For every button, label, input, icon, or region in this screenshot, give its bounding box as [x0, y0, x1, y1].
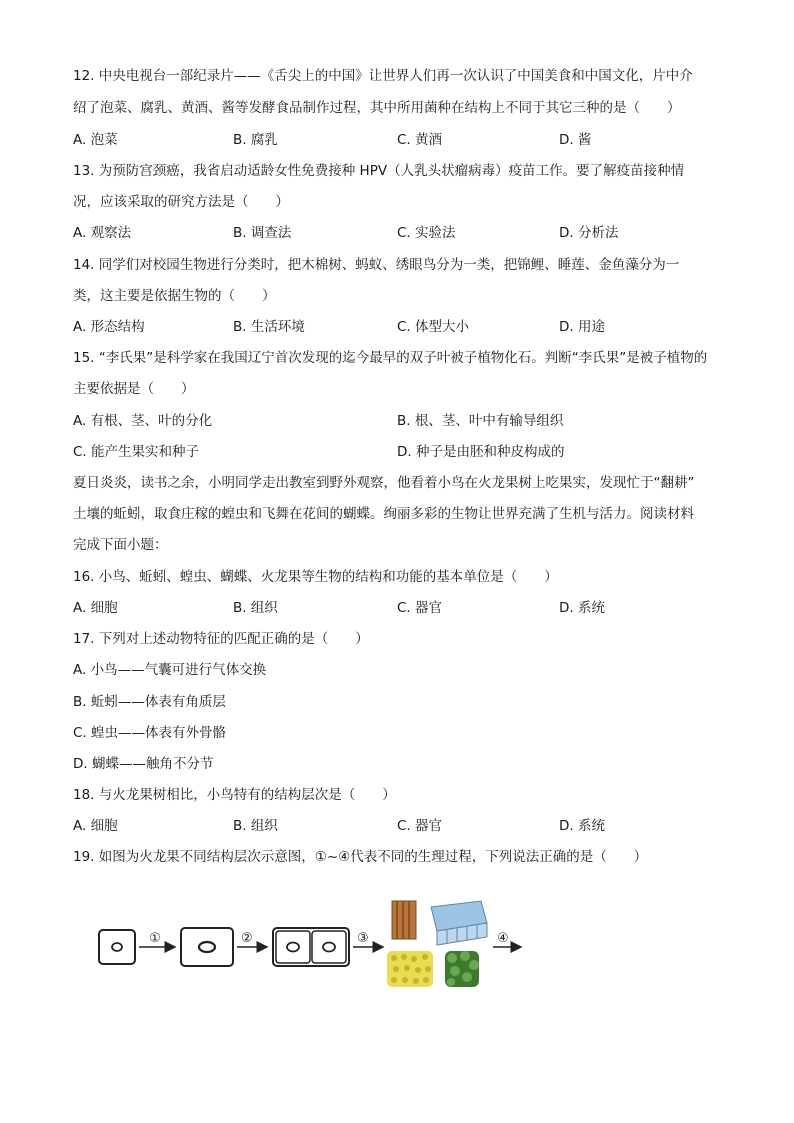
tissue-nutrient	[387, 951, 433, 987]
q16-option-d[interactable]: D. 系统	[559, 600, 605, 616]
q13-option-c[interactable]: C. 实验法	[397, 225, 456, 241]
q14-option-d[interactable]: D. 用途	[559, 319, 605, 335]
step4-label: ④	[497, 931, 509, 946]
q12-option-c[interactable]: C. 黄酒	[397, 132, 443, 148]
q12-option-b[interactable]: B. 腐乳	[233, 132, 278, 148]
q16-option-c[interactable]: C. 器官	[397, 600, 443, 616]
q14-line2: 类，这主要是依据生物的（ ）	[73, 288, 276, 304]
q15-line1: 15. “李氏果”是科学家在我国辽宁首次发现的迄今最早的双子叶被子植物化石。判断“李氏果”是被子植物的	[73, 350, 708, 366]
tissue-protective	[431, 901, 487, 945]
q15-option-d[interactable]: D. 种子是由胚和种皮构成的	[397, 444, 565, 460]
q17-line1: 17. 下列对上述动物特征的匹配正确的是（ ）	[73, 631, 369, 647]
q15-option-b[interactable]: B. 根、茎、叶中有输导组织	[397, 413, 564, 429]
q18-option-c[interactable]: C. 器官	[397, 818, 443, 834]
q14-line1: 14. 同学们对校园生物进行分类时，把木棉树、蚂蚁、绣眼鸟分为一类，把锦鲤、睡莲、金鱼藻分为一	[73, 257, 680, 273]
q18-option-d[interactable]: D. 系统	[559, 818, 605, 834]
q13-option-d[interactable]: D. 分析法	[559, 225, 619, 241]
q12-option-a[interactable]: A. 泡菜	[73, 132, 118, 148]
q14-option-c[interactable]: C. 体型大小	[397, 319, 470, 335]
q18-line1: 18. 与火龙果树相比，小鸟特有的结构层次是（ ）	[73, 787, 396, 803]
q14-option-b[interactable]: B. 生活环境	[233, 319, 305, 335]
grown-cell	[181, 928, 233, 966]
q17-option-d[interactable]: D. 蝴蝶——触角不分节	[73, 756, 214, 772]
single-cell	[99, 930, 135, 964]
q13-line1: 13. 为预防宫颈癌，我省启动适龄女性免费接种 HPV（人乳头状瘤病毒）疫苗工作。要了解疫苗接种情	[73, 163, 685, 179]
q17-option-b[interactable]: B. 蚯蚓——体表有角质层	[73, 694, 226, 710]
q15-line2: 主要依据是（ ）	[73, 381, 195, 397]
q16-option-a[interactable]: A. 细胞	[73, 600, 118, 616]
step1-label: ①	[149, 931, 161, 946]
q15-option-a[interactable]: A. 有根、茎、叶的分化	[73, 413, 213, 429]
tissue-conducting	[392, 901, 416, 939]
material-line1: 夏日炎炎，读书之余，小明同学走出教室到野外观察，他看着小鸟在火龙果树上吃果实，发现忙于“翻耕”	[73, 475, 695, 491]
q18-option-b[interactable]: B. 组织	[233, 818, 278, 834]
material-line2: 土壤的蚯蚓，取食庄稼的蝗虫和飞舞在花间的蝴蝶。绚丽多彩的生物让世界充满了生机与活力。阅读材料	[73, 506, 694, 522]
q13-option-b[interactable]: B. 调查法	[233, 225, 292, 241]
q12-line1: 12. 中央电视台一部纪录片——《舌尖上的中国》让世界人们再一次认识了中国美食和中国文化，片中介	[73, 68, 693, 84]
tissue-mechanical	[445, 951, 479, 987]
q18-option-a[interactable]: A. 细胞	[73, 818, 118, 834]
q16-option-b[interactable]: B. 组织	[233, 600, 278, 616]
q19-line1: 19. 如图为火龙果不同结构层次示意图，①~④代表不同的生理过程，下列说法正确的是（ ）	[73, 849, 648, 865]
step3-label: ③	[357, 931, 369, 946]
q15-option-c[interactable]: C. 能产生果实和种子	[73, 444, 200, 460]
structure-levels-diagram	[95, 893, 525, 993]
q17-option-c[interactable]: C. 蝗虫——体表有外骨骼	[73, 725, 227, 741]
q12-line2: 绍了泡菜、腐乳、黄酒、酱等发酵食品制作过程，其中所用菌种在结构上不同于其它三种的是（ ）	[73, 100, 681, 116]
q13-line2: 况，应该采取的研究方法是（ ）	[73, 194, 289, 210]
q13-option-a[interactable]: A. 观察法	[73, 225, 132, 241]
step2-label: ②	[241, 931, 253, 946]
q14-option-a[interactable]: A. 形态结构	[73, 319, 145, 335]
divided-cells	[273, 928, 349, 966]
material-line3: 完成下面小题：	[73, 537, 168, 553]
q12-option-d[interactable]: D. 酱	[559, 132, 592, 148]
q17-option-a[interactable]: A. 小鸟——气囊可进行气体交换	[73, 662, 267, 678]
q16-line1: 16. 小鸟、蚯蚓、蝗虫、蝴蝶、火龙果等生物的结构和功能的基本单位是（ ）	[73, 569, 558, 585]
